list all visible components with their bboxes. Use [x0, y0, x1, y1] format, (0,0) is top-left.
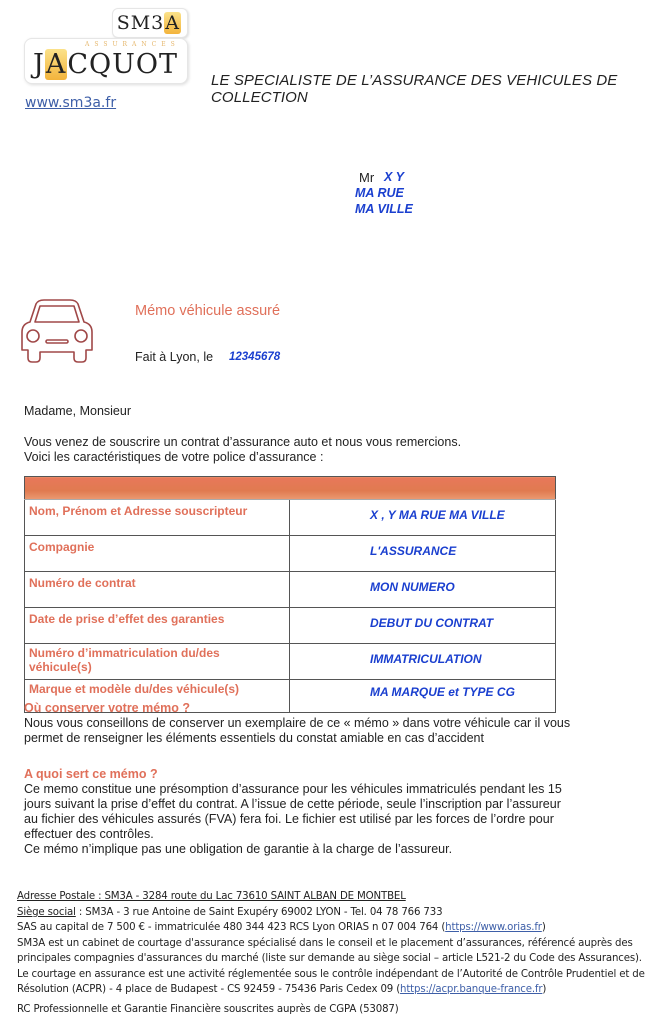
recipient-street: MA RUE — [355, 186, 404, 200]
sas-text: SAS au capital de 7 500 € - immatriculée 480 344 423 RCS Lyon ORIAS n 07 004 764 ( — [17, 922, 446, 933]
row-value: DEBUT DU CONTRAT — [290, 608, 556, 644]
purpose-line-1: Ce memo constitue une présomption d’assurance pour les véhicules immatriculés pendant les 15 — [24, 782, 562, 796]
sm3a-logo — [112, 8, 188, 38]
purpose-line-3: au fichier des véhicules assurés (FVA) fera foi. Le fichier est utilisé par les forces de l’ordre pour — [24, 812, 554, 826]
recipient-salutation: Mr — [359, 170, 375, 185]
website-link[interactable]: www.sm3a.fr — [25, 95, 117, 111]
keep-title: Où conserver votre mémo ? — [24, 701, 191, 715]
footer-line-6: Le courtage en assurance est une activité réglementée sous le contrôle indépendant de l’Autorité de Contrôle Prudentiel et de — [17, 969, 645, 980]
acpr-link[interactable]: https://acpr.banque-france.fr — [400, 984, 543, 995]
footer-line-5: principales compagnies d'assurances du marché (liste sur demande au siège social – article L521-2 du Code des Assurances). — [17, 953, 642, 964]
footer-line-8: RC Professionnelle et Garantie Financière souscrites auprès de CGPA (53087) — [17, 1004, 399, 1015]
table-row — [25, 536, 556, 572]
footer-postal — [17, 889, 406, 904]
logo-rest: CQUOT — [67, 49, 179, 80]
row-label: Nom, Prénom et Adresse souscripteur — [25, 500, 290, 536]
jacquot-logo — [24, 38, 188, 84]
row-label: Numéro de contrat — [25, 572, 290, 608]
row-value: IMMATRICULATION — [290, 644, 556, 680]
siege-text: : SM3A - 3 rue Antoine de Saint Exupéry 69002 LYON - Tel. 04 78 766 733 — [75, 907, 443, 918]
purpose-line-2: jours suivant la prise d’effet du contrat. A l’issue de cette période, seule l’inscription par l’assureur — [24, 797, 561, 811]
purpose-title: A quoi sert ce mémo ? — [24, 767, 158, 781]
logo-subtitle: ASSURANCES — [85, 41, 180, 48]
siege-label: Siège social — [17, 907, 76, 918]
footer-line-4: SM3A est un cabinet de courtage d'assurance spécialisé dans le conseil et le placement d’assurances, référencé auprès des — [17, 938, 633, 949]
logo-sm3a-text: SM3 — [116, 12, 165, 34]
paren-close: ) — [541, 922, 546, 933]
table-row — [25, 500, 556, 536]
policy-table — [24, 476, 556, 713]
tagline: LE SPECIALISTE DE L’ASSURANCE DES VEHICULES DE COLLECTION — [211, 72, 618, 106]
orias-link[interactable]: https://www.orias.fr — [445, 922, 542, 933]
purpose-line-4: effectuer des contrôles. — [24, 827, 154, 841]
row-label: Date de prise d’effet des garanties — [25, 608, 290, 644]
place-label: Fait à Lyon, le — [135, 350, 214, 364]
logo-letter: J — [33, 49, 45, 80]
table-row — [25, 608, 556, 644]
row-label: Numéro d’immatriculation du/des véhicule(s) — [25, 644, 290, 680]
table-header — [25, 477, 556, 500]
car-icon — [18, 296, 96, 366]
keep-line-2: permet de renseigner les éléments essentiels du constat amiable en cas d’accident — [24, 731, 484, 745]
footer-siege — [17, 905, 442, 920]
row-value: L'ASSURANCE — [290, 536, 556, 572]
table-header-cell — [25, 477, 556, 500]
row-value: MA MARQUE et TYPE CG — [290, 680, 556, 713]
acpr-text: Résolution (ACPR) - 4 place de Budapest - CS 92459 - 75436 Paris Cedex 09 ( — [17, 984, 401, 995]
footer-line-7 — [17, 982, 546, 997]
intro-line-2: Voici les caractéristiques de votre police d’assurance : — [24, 450, 324, 464]
logo-accent-letter: A — [45, 49, 67, 80]
purpose-line-5: Ce mémo n’implique pas une obligation de garantie à la charge de l’assureur. — [24, 842, 453, 856]
recipient-name: X Y — [384, 170, 404, 184]
greeting: Madame, Monsieur — [24, 404, 131, 418]
row-label: Compagnie — [25, 536, 290, 572]
recipient-city: MA VILLE — [355, 202, 413, 216]
memo-date: 12345678 — [229, 351, 281, 363]
row-label: Marque et modèle du/des véhicule(s) — [25, 680, 290, 713]
paren-close: ) — [542, 984, 547, 995]
keep-line-1: Nous vous conseillons de conserver un exemplaire de ce « mémo » dans votre véhicule car il vous — [24, 716, 571, 730]
row-value: X , Y MA RUE MA VILLE — [290, 500, 556, 536]
table-row — [25, 572, 556, 608]
memo-title: Mémo véhicule assuré — [135, 303, 281, 319]
footer-sas — [17, 920, 546, 935]
intro-line-1: Vous venez de souscrire un contrat d’assurance auto et nous vous remercions. — [24, 435, 462, 449]
postal-address: Adresse Postale : SM3A - 3284 route du Lac 73610 SAINT ALBAN DE MONTBEL — [17, 891, 406, 902]
logo-sm3a-accent: A — [165, 12, 180, 34]
row-value: MON NUMERO — [290, 572, 556, 608]
table-row — [25, 644, 556, 680]
